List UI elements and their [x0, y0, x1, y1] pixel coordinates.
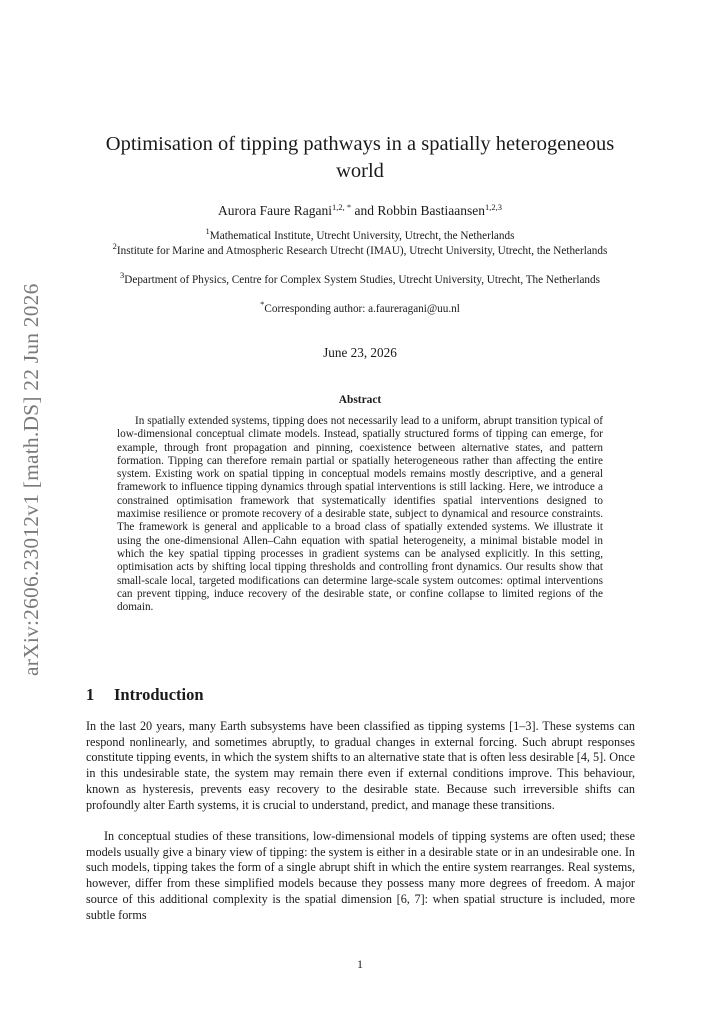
affiliation-text: Mathematical Institute, Utrecht University, Utrecht, the Netherlands	[209, 230, 515, 242]
abstract-heading: Abstract	[338, 394, 382, 406]
affiliation-superscript: 2	[112, 241, 117, 251]
corresponding-superscript: *	[260, 299, 265, 309]
page-number: 1	[357, 957, 363, 971]
affiliation-superscript: 3	[120, 270, 125, 280]
section-heading	[86, 685, 204, 705]
author-superscript: 1,2,3	[484, 202, 502, 212]
author-name: Robbin Bastiaansen	[377, 203, 485, 218]
section-title: Introduction	[114, 685, 204, 704]
author-name: Aurora Faure Ragani	[218, 203, 332, 218]
affiliation	[96, 226, 624, 244]
affiliation	[96, 241, 624, 259]
paper-title: Optimisation of tipping pathways in a spatially heterogeneous world	[105, 133, 615, 182]
author-joiner: and	[351, 203, 378, 218]
abstract-body: In spatially extended systems, tipping does not necessarily lead to a uniform, abrupt transition typical of low-dimensional conceptual climate models. Instead, spatially structured forms of tipping can emerge, for example, through front propagation and pinning, coexistence between alternative states, and pattern formation. Tipping can therefore remain partial or spatially heterogeneous rather than affecting the entire system. Existing work on spatial tipping in conceptual models remains mostly descriptive, and a general framework to influence tipping dynamics through spatial interventions is still lacking. Here, we introduce a constrained optimisation framework that systematically identifies spatial interventions designed to maximise resilience or promote recovery of a desirable state, subject to dynamical and resource constraints. The framework is general and applicable to a broad class of spatially extended systems. We illustrate it using the one-dimensional Allen–Cahn equation with spatial heterogeneity, a minimal bistable model in which the key spatial tipping processes in gradient systems can be analysed explicitly. In this setting, optimisation acts by shifting local tipping thresholds and controlling front dynamics. Our results show that small-scale local, targeted modifications can determine large-scale system outcomes: optimal interventions can prevent tipping, induce recovery of the desirable state, or confine collapse to limited regions of the domain.	[117, 415, 603, 614]
body-paragraph: In the last 20 years, many Earth subsystems have been classified as tipping systems [1–3]. These systems can respond nonlinearly, and sometimes abruptly, to gradual changes in external forcing. Such abrupt responses constitute tipping events, in which the system shifts to an alternative state that is often less desirable [4, 5]. Once in this undesirable state, the system may remain there even if external conditions improve. This behaviour, known as hysteresis, prevents easy recovery to the desirable state. Because such irreversible shifts can profoundly alter Earth systems, it is crucial to understand, predict, and manage these transitions.	[86, 719, 635, 812]
affiliation-superscript: 1	[205, 226, 210, 236]
corresponding-email: Corresponding author: a.faureragani@uu.nl	[264, 303, 460, 315]
affiliation	[96, 270, 624, 288]
affiliation-text: Institute for Marine and Atmospheric Research Utrecht (IMAU), Utrecht University, Utrecht, the Netherlands	[116, 245, 608, 257]
section-number: 1	[86, 685, 95, 704]
author-line	[86, 202, 634, 220]
author-superscript: 1,2, *	[331, 202, 352, 212]
arxiv-side-stamp: arXiv:2606.23012v1 [math.DS] 22 Jun 2026	[19, 283, 43, 676]
paper-date: June 23, 2026	[323, 345, 397, 360]
corresponding-author	[96, 299, 624, 317]
body-paragraph: In conceptual studies of these transitions, low-dimensional models of tipping systems are often used; these models usually give a binary view of tipping: the system is either in a desirable state or in an undesirable one. In such models, tipping takes the form of a single abrupt shift in which the entire system rearranges. Real systems, however, differ from these simplified models because they possess many more degrees of freedom. A major source of this additional complexity is the spatial dimension [6, 7]: when spatial structure is included, more subtle forms	[86, 829, 635, 922]
affiliation-text: Department of Physics, Centre for Complex System Studies, Utrecht University, Utrecht, The Netherlands	[124, 274, 600, 286]
